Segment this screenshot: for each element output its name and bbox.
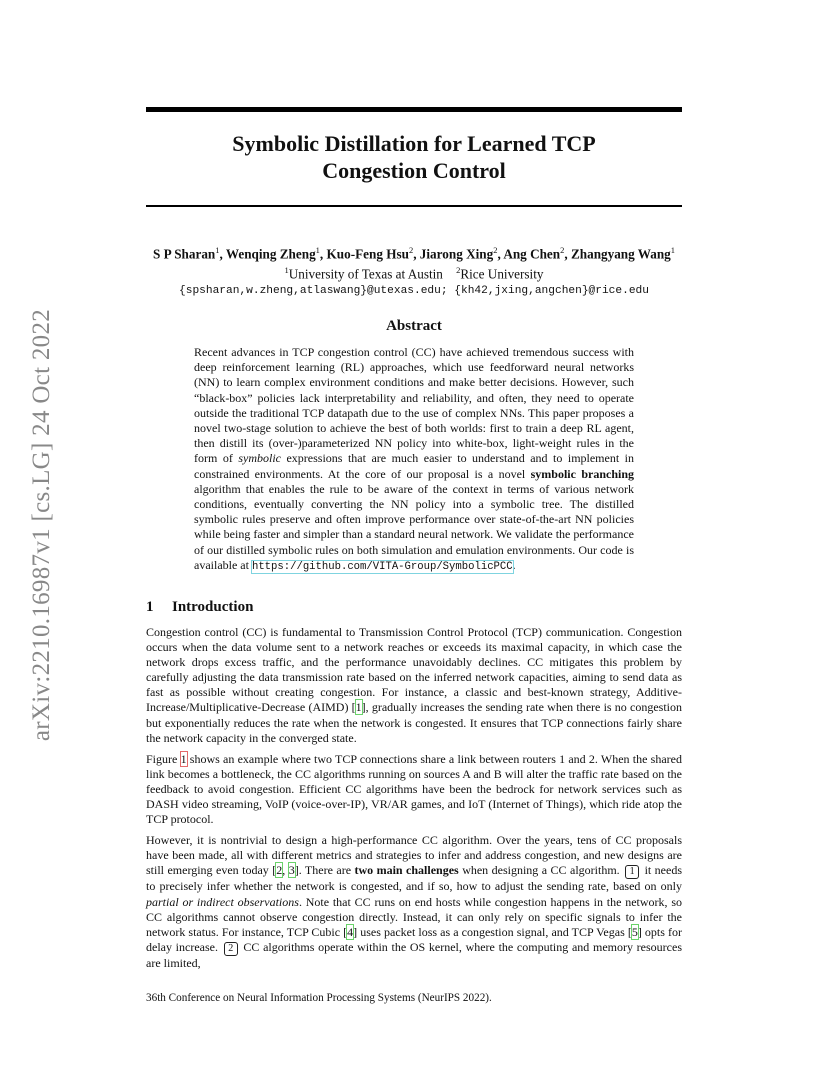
author-2: , Wenqing Zheng [219, 246, 316, 262]
author-3: , Kuo-Feng Hsu [319, 246, 409, 262]
p3-text-b: ]. There are [294, 863, 355, 878]
p3-text-e: . Note that CC runs on end hosts while congestion happens in the network, so CC algorithms cannot observe congestion directly. Instead, it can only rely on specific signals to infer the network status. For instance, TCP Cubic [ [146, 894, 682, 939]
intro-body [146, 625, 682, 977]
circled-number-1: 1 [625, 865, 639, 879]
affiliations [100, 262, 728, 282]
author-emails: {spsharan,w.zheng,atlaswang}@utexas.edu; {kh42,jxing,angchen}@rice.edu [179, 284, 649, 297]
p3-text-g: ] opts for delay increase. [146, 924, 683, 954]
intro-paragraph-3 [146, 833, 682, 971]
title-rule-bottom [146, 205, 682, 207]
figure-ref-link[interactable]: 1 [180, 751, 187, 766]
citation-link[interactable]: 2 [276, 863, 283, 878]
author-4-sup: 2 [493, 245, 498, 255]
citation-link[interactable]: 4 [347, 924, 354, 939]
abstract-heading: Abstract [386, 318, 442, 334]
arxiv-stamp-text: arXiv:2210.16987v1 [cs.LG] 24 Oct 2022 [28, 308, 56, 742]
author-names [100, 242, 728, 262]
abstract-text-4: . [512, 557, 516, 572]
paper-title [146, 130, 682, 184]
author-4: , Jiarong Xing [413, 246, 494, 262]
arxiv-side-stamp [22, 290, 62, 760]
author-6-sup: 1 [670, 245, 676, 255]
p3-emphasis: partial or indirect observations [146, 894, 299, 909]
author-5-sup: 2 [560, 245, 565, 255]
citation-link[interactable]: 3 [288, 863, 295, 878]
title-line-2: Congestion Control [322, 158, 506, 183]
abstract-text-3: algorithm that enables the rule to be aware of the context in terms of various network conditions, eventually converting the NN policy into a symbolic tree. The distilled symbolic rules preserve and often improve performance over state-of-the-art NN policies while being faster and simpler than a standard neural network. We validate the performance of our distilled symbolic rules on both simulation and emulation environments. Our code is available at [194, 481, 634, 572]
citation-link[interactable]: 1 [355, 700, 362, 715]
code-url-link[interactable]: https://github.com/VITA-Group/SymbolicPCC [251, 560, 513, 573]
aff-2: Rice University [460, 266, 544, 282]
citation-link[interactable]: 5 [631, 924, 638, 939]
abstract-bold: symbolic branching [530, 466, 635, 481]
intro-paragraph-2 [146, 752, 682, 827]
author-1-sup: 1 [215, 245, 220, 255]
abstract-text-2: expressions that are much easier to understand and to implement in constrained environments. At the core of our proposal is a novel [194, 451, 635, 481]
abstract-text-1: Recent advances in TCP congestion control (CC) have achieved tremendous success with deep reinforcement learning (RL) approaches, which use feedforward neural networks (NN) to learn complex environment conditions and make better decisions. However, such “black-box” policies lack interpretability and reliability, and often, they need to operate outside the traditional TCP datapath due to the use of complex NNs. This paper proposes a novel two-stage solution to achieve the best of both worlds: first to train a deep RL agent, then distill its (over-)parameterized NN policy into white-box, light-weight rules in the form of [194, 345, 634, 466]
p3-text-h: CC algorithms operate within the OS kernel, where the computing and memory resources are limited, [146, 939, 682, 970]
p3-text-d: it needs to precisely infer whether the network is congested, and if so, how to adjust the sending rate, based on only [146, 863, 683, 894]
p2-text-b: shows an example where two TCP connections share a link between routers 1 and 2. When the shared link becomes a bottleneck, the CC algorithms running on sources A and B will alter the traffic rate based on the feedback to avoid congestion. Efficient CC algorithms have been the bedrock for network services such as DASH video streaming, VoIP (voice-over-IP), VR/AR games, and IoT (Internet of Things), which ride atop the TCP protocol. [146, 751, 682, 827]
aff-1-sup: 1 [284, 265, 289, 276]
author-2-sup: 1 [315, 245, 320, 255]
aff-1: University of Texas at Austin [288, 266, 443, 282]
abstract-body [194, 345, 634, 575]
p1-text-b: ], gradually increases the sending rate when there is no congestion but exponentially reduces the rate when the network is congested. It ensures that TCP connections fairly share the network capacity in the converged state. [146, 700, 682, 745]
p3-sep: , [282, 863, 289, 878]
p3-text-c: when designing a CC algorithm. [458, 863, 624, 878]
conference-footnote: 36th Conference on Neural Information Processing Systems (NeurIPS 2022). [146, 992, 492, 1004]
title-line-1: Symbolic Distillation for Learned TCP [232, 131, 596, 156]
title-rule-top [146, 107, 682, 112]
author-1: S P Sharan [152, 246, 216, 262]
aff-2-sup: 2 [456, 265, 461, 276]
p3-text-a: However, it is nontrivial to design a high-performance CC algorithm. Over the years, tens of CC proposals have been made, all with different metrics and strategies to infer and address congestion, and new designs are still emerging even today [ [146, 833, 682, 878]
abstract-emphasis: symbolic [238, 451, 281, 466]
section-number: 1 [146, 599, 154, 615]
p3-bold: two main challenges [354, 863, 459, 878]
abstract-paragraph [194, 345, 634, 575]
intro-paragraph-1 [146, 625, 682, 746]
author-6: , Zhangyang Wang [564, 246, 671, 262]
section-heading [146, 599, 253, 616]
p3-text-f: ] uses packet loss as a congestion signal, and TCP Vegas [ [353, 924, 632, 939]
section-title: Introduction [172, 599, 254, 615]
author-3-sup: 2 [408, 245, 414, 255]
p1-text-a: Congestion control (CC) is fundamental to Transmission Control Protocol (TCP) communication. Congestion occurs when the data volume sent to a network reaches or exceeds its maximal capacity, in which case the network drops excess traffic, and the performance unavoidably declines. CC mitigates this problem by carefully adjusting the data transmission rate based on the inferred network capacities, aiming to send data as fast as possible without creating congestion. For instance, a classic and best-known strategy, Additive-Increase/Multiplicative-Decrease (AIMD) [ [146, 625, 682, 715]
circled-number-2: 2 [224, 942, 238, 956]
author-block [100, 242, 728, 300]
author-5: , Ang Chen [497, 246, 561, 262]
p2-text-a: Figure [146, 751, 181, 766]
